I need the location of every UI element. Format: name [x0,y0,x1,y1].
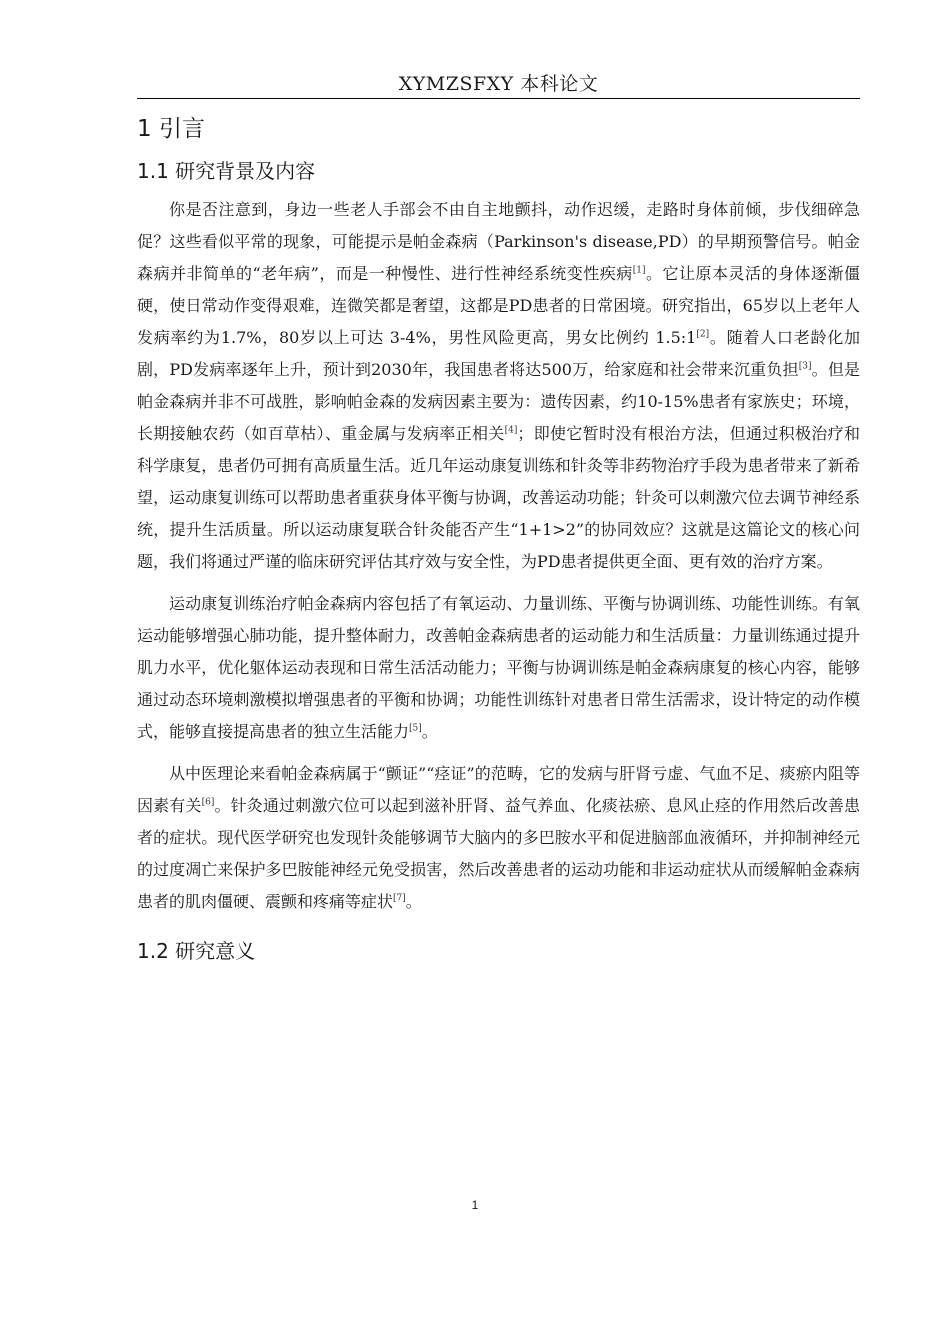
subsection-heading-background: 1.1 研究背景及内容 [137,159,316,183]
section-heading: 1 引言 [137,116,205,142]
paragraphs-container [137,194,860,918]
citation-reference[interactable]: [3] [798,361,812,372]
paragraph-text: 。随着人口老龄化加剧，PD发病率逐年上升，预计到2030年，我国患者将达500万，给家庭和社会带来沉重负担 [137,328,860,379]
paragraph-text: ；即使它暂时没有根治方法，但通过积极治疗和科学康复，患者仍可拥有高质量生活。近几年运动康复训练和针灸等非药物治疗手段为患者带来了新希望，运动康复训练可以帮助患者重获身体平衡与协调，改善运动功能；针灸可以刺激穴位去调节神经系统，提升生活质量。所以运动康复联合针灸能否产生“1+1>2”的协同效应？这就是这篇论文的核心问题，我们将通过严谨的临床研究评估其疗效与安全性，为PD患者提供更全面、更有效的治疗方案。 [137,424,860,571]
paragraph-text: 。 [405,892,422,911]
citation-reference[interactable]: [4] [504,425,518,436]
paragraph-text: 你是否注意到，身边一些老人手部会不由自主地颤抖，动作迟缓，走路时身体前倾，步伐细碎急促？这些看似平常的现象，可能提示是帕金森病（Parkinson's disease,PD）的早期预警信号。帕金森病并非简单的“老年病”，而是一种慢性、进行性神经系统变性疾病 [137,200,860,283]
paragraph-text: 从中医理论来看帕金森病属于“颤证”“痉证”的范畴，它的发病与肝肾亏虚、气血不足、痰瘀内阻等因素有关 [137,764,860,815]
citation-reference[interactable]: [7] [393,893,406,904]
paragraph-text: 。但是帕金森病并非不可战胜，影响帕金森的发病因素主要为：遗传因素，约10-15%患者有家族史；环境，长期接触农药（如百草枯）、重金属与发病率正相关 [137,360,860,443]
page-number: 1 [471,1198,479,1212]
body-paragraph [137,194,860,578]
page-content [137,112,860,974]
running-header: XYMZSFXY 本科论文 [398,73,599,95]
citation-reference[interactable]: [1] [632,265,646,276]
paragraph-text: 运动康复训练治疗帕金森病内容包括了有氧运动、力量训练、平衡与协调训练、功能性训练。有氧运动能够增强心肺功能，提升整体耐力，改善帕金森病患者的运动能力和生活质量：力量训练通过提升肌力水平，优化躯体运动表现和日常生活活动能力；平衡与协调训练是帕金森病康复的核心内容，能够通过动态环境刺激模拟增强患者的平衡和协调；功能性训练针对患者日常生活需求，设计特定的动作模式，能够直接提高患者的独立生活能力 [137,594,860,741]
citation-reference[interactable]: [2] [696,329,710,340]
subsection-heading-significance: 1.2 研究意义 [137,939,256,963]
header-rule [137,98,860,99]
body-paragraph [137,588,860,748]
citation-reference[interactable]: [6] [201,797,215,808]
paragraph-text: 。 [421,722,438,741]
body-paragraph [137,758,860,918]
paragraph-text: 。它让原本灵活的身体逐渐僵硬，使日常动作变得艰难，连微笑都是奢望，这都是PD患者的日常困境。研究指出，65岁以上老年人发病率约为1.7%，80岁以上可达 3-4%，男性风险更高，男女比例约 1.5:1 [137,264,860,347]
citation-reference[interactable]: [5] [409,723,422,734]
paragraph-text: 。针灸通过刺激穴位可以起到滋补肝肾、益气养血、化痰祛瘀、息风止痉的作用然后改善患者的症状。现代医学研究也发现针灸能够调节大脑内的多巴胺水平和促进脑部血液循环，并抑制神经元的过度凋亡来保护多巴胺能神经元免受损害，然后改善患者的运动功能和非运动症状从而缓解帕金森病患者的肌肉僵硬、震颤和疼痛等症状 [137,796,860,911]
